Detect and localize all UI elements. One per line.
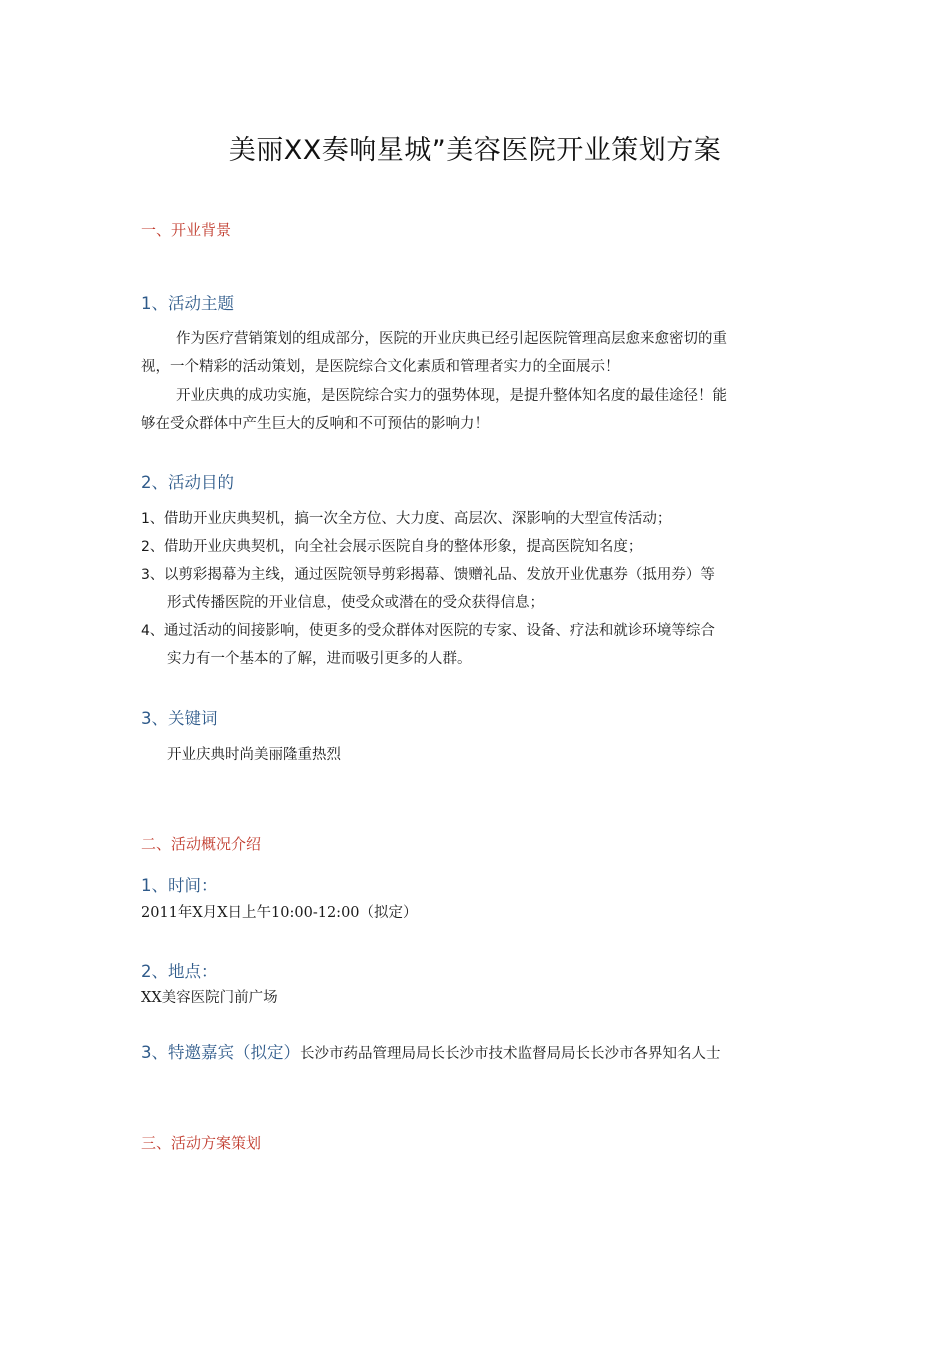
list-number: 3、 <box>141 567 164 583</box>
subheading-time: 1、时间： <box>141 876 218 895</box>
purpose-list-item <box>141 535 642 556</box>
purpose-list-item <box>141 563 715 584</box>
subheading-purpose: 2、活动目的 <box>141 473 234 492</box>
time-text: 2011年X月X日上午10:00-12:00（拟定） <box>141 905 418 921</box>
theme-paragraph-line: 作为医疗营销策划的组成部分，医院的开业庆典已经引起医院管理高层愈来愈密切的重 <box>176 331 727 347</box>
list-text: 借助开业庆典契机，向全社会展示医院自身的整体形象，提高医院知名度； <box>163 539 643 555</box>
place-text: XX美容医院门前广场 <box>141 990 278 1006</box>
keywords-text: 开业庆典时尚美丽隆重热烈 <box>167 747 341 763</box>
purpose-list-item <box>141 507 671 528</box>
purpose-list-item-continuation: 形式传播医院的开业信息，使受众或潜在的受众获得信息； <box>167 595 544 611</box>
list-number: 2、 <box>141 539 164 555</box>
purpose-list-item-continuation: 实力有一个基本的了解，进而吸引更多的人群。 <box>167 651 472 667</box>
subheading-keywords: 3、关键词 <box>141 709 218 728</box>
section-heading-overview: 二、活动概况介绍 <box>141 835 262 853</box>
subheading-place: 2、地点： <box>141 962 218 981</box>
list-number: 1、 <box>141 511 164 527</box>
list-text: 借助开业庆典契机，搞一次全方位、大力度、高层次、深影响的大型宣传活动； <box>163 511 672 527</box>
guests-line <box>141 1039 721 1063</box>
subheading-guests: 3、特邀嘉宾（拟定） <box>141 1043 300 1062</box>
list-text: 通过活动的间接影响，使更多的受众群体对医院的专家、设备、疗法和就诊环境等综合 <box>163 623 715 639</box>
page-title: 美丽XX奏响星城”美容医院开业策划方案 <box>228 135 722 166</box>
theme-paragraph-line: 够在受众群体中产生巨大的反响和不可预估的影响力！ <box>141 416 489 432</box>
list-number: 4、 <box>141 623 164 639</box>
section-heading-background: 一、开业背景 <box>141 221 232 239</box>
theme-paragraph-line: 视，一个精彩的活动策划，是医院综合文化素质和管理者实力的全面展示！ <box>141 359 620 375</box>
subheading-theme: 1、活动主题 <box>141 294 234 313</box>
purpose-list-item <box>141 619 715 640</box>
theme-paragraph-line: 开业庆典的成功实施，是医院综合实力的强势体现，是提升整体知名度的最佳途径！能 <box>176 388 727 404</box>
guests-text: 长沙市药品管理局局长长沙市技术监督局局长长沙市各界知名人士 <box>300 1046 721 1062</box>
list-text: 以剪彩揭幕为主线，通过医院领导剪彩揭幕、馈赠礼品、发放开业优惠券（抵用券）等 <box>163 567 715 583</box>
section-heading-plan: 三、活动方案策划 <box>141 1134 262 1152</box>
